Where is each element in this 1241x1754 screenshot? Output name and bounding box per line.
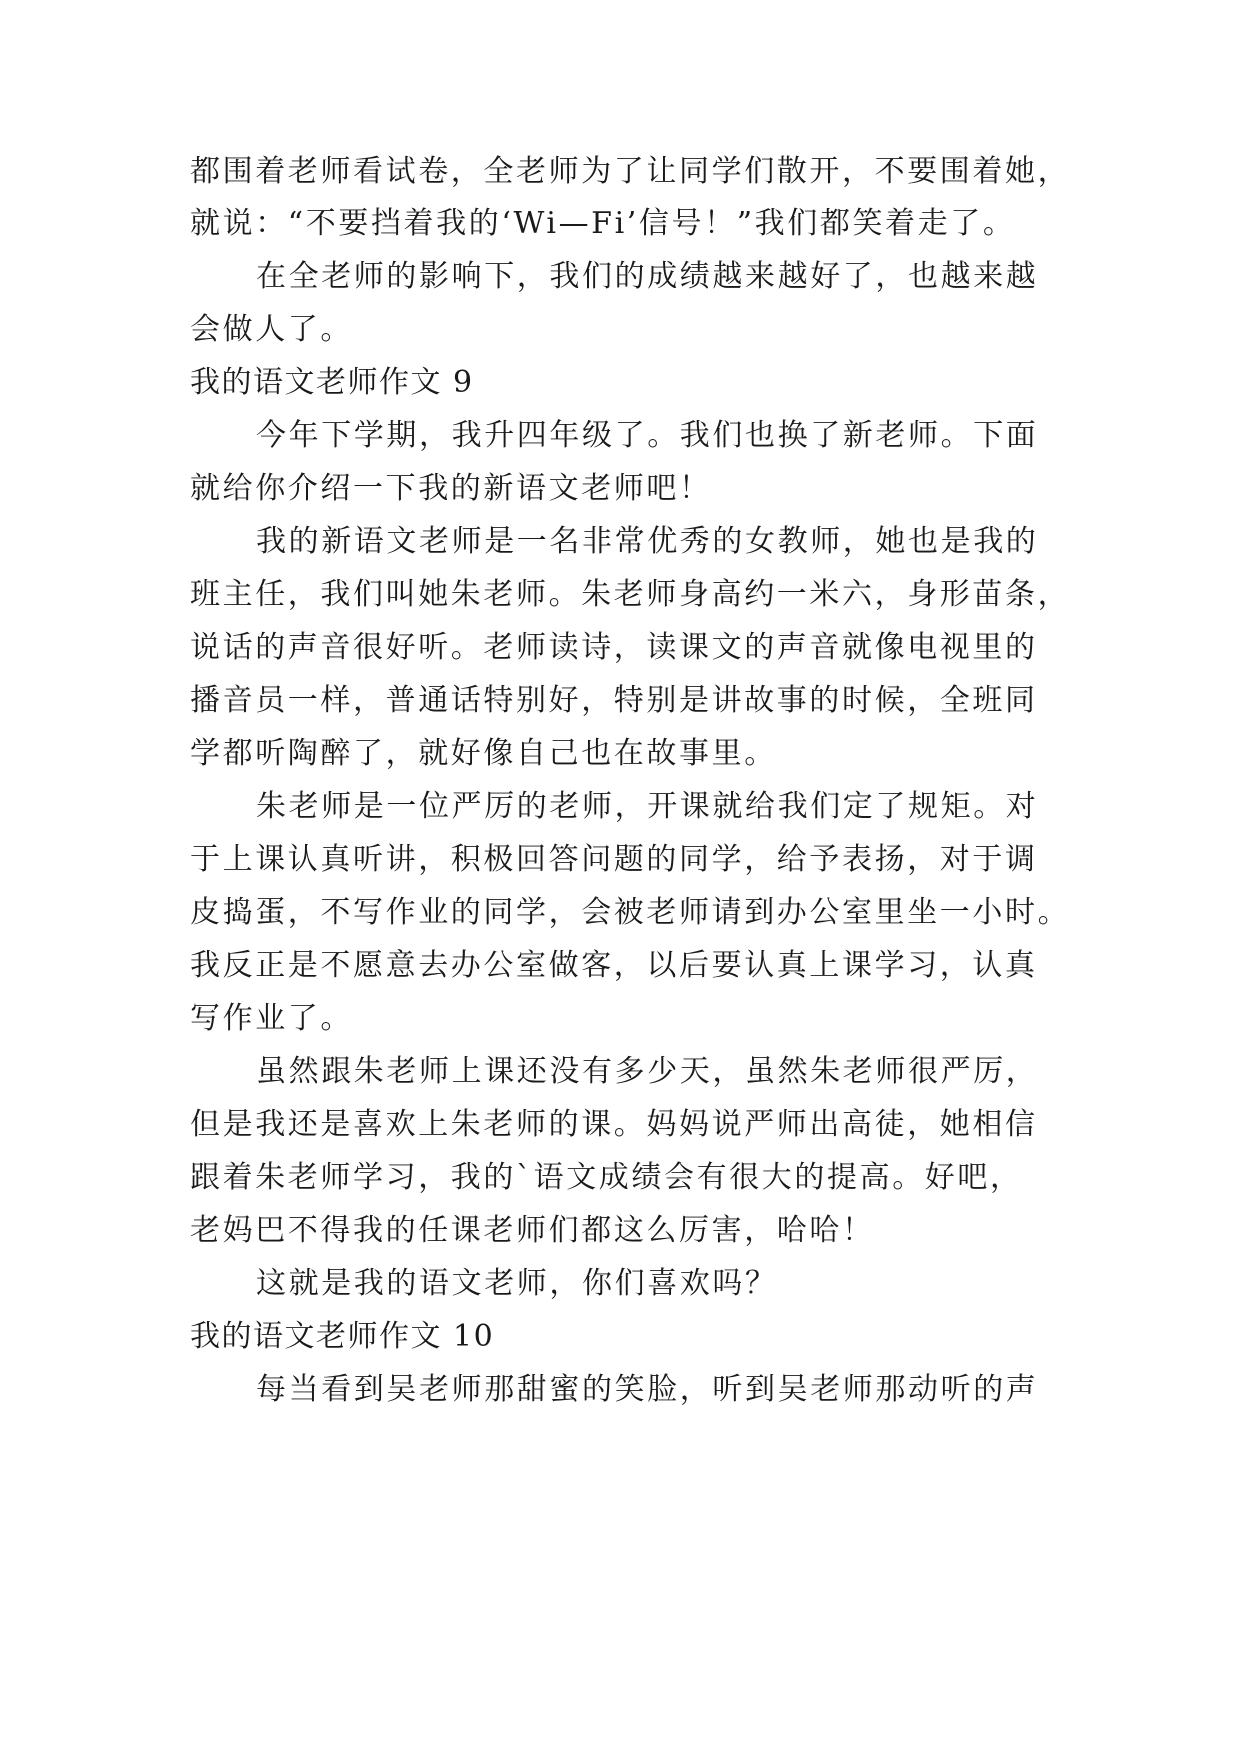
text-line: 学都听陶醉了，就好像自己也在故事里。	[190, 736, 777, 771]
text-line: 在全老师的影响下，我们的成绩越来越好了，也越来越	[256, 259, 1039, 294]
text-line: 今年下学期，我升四年级了。我们也换了新老师。下面	[256, 418, 1039, 453]
text-line: 这就是我的语文老师，你们喜欢吗？	[256, 1266, 778, 1301]
text-line: 朱老师是一位严厉的老师，开课就给我们定了规矩。对	[256, 789, 1039, 824]
text-line: 每当看到吴老师那甜蜜的笑脸，听到吴老师那动听的声	[256, 1372, 1039, 1407]
text-line: 跟着朱老师学习，我的`语文成绩会有很大的提高。好吧，	[190, 1160, 1023, 1195]
text-line: 都围着老师看试卷，全老师为了让同学们散开，不要围着她，	[190, 154, 1071, 189]
text-line: 我反正是不愿意去办公室做客，以后要认真上课学习，认真	[190, 948, 1038, 983]
text-line: 播音员一样，普通话特别好，特别是讲故事的时候，全班同	[190, 683, 1038, 718]
text-line: 我的新语文老师是一名非常优秀的女教师，她也是我的	[256, 524, 1039, 559]
text-line: 但是我还是喜欢上朱老师的课。妈妈说严师出高徒，她相信	[190, 1107, 1038, 1142]
text-line: 写作业了。	[190, 1001, 353, 1036]
text-line: 就给你介绍一下我的新语文老师吧！	[190, 471, 712, 506]
text-line: 说话的声音很好听。老师读诗，读课文的声音就像电视里的	[190, 630, 1038, 665]
text-line: 虽然跟朱老师上课还没有多少天，虽然朱老师很严厉，	[256, 1054, 1039, 1089]
text-line: 班主任，我们叫她朱老师。朱老师身高约一米六，身形苗条，	[190, 577, 1071, 612]
section-heading: 我的语文老师作文 9	[190, 365, 474, 400]
section-heading: 我的语文老师作文 10	[190, 1319, 495, 1354]
text-line: 皮捣蛋，不写作业的同学，会被老师请到办公室里坐一小时。	[190, 895, 1071, 930]
text-line: 会做人了。	[190, 312, 353, 347]
text-line: 就说：“不要挡着我的‘Wi—Fi’信号！”我们都笑着走了。	[190, 206, 1016, 241]
text-line: 于上课认真听讲，积极回答问题的同学，给予表扬，对于调	[190, 842, 1038, 877]
text-line: 老妈巴不得我的任课老师们都这么厉害，哈哈！	[190, 1213, 875, 1248]
